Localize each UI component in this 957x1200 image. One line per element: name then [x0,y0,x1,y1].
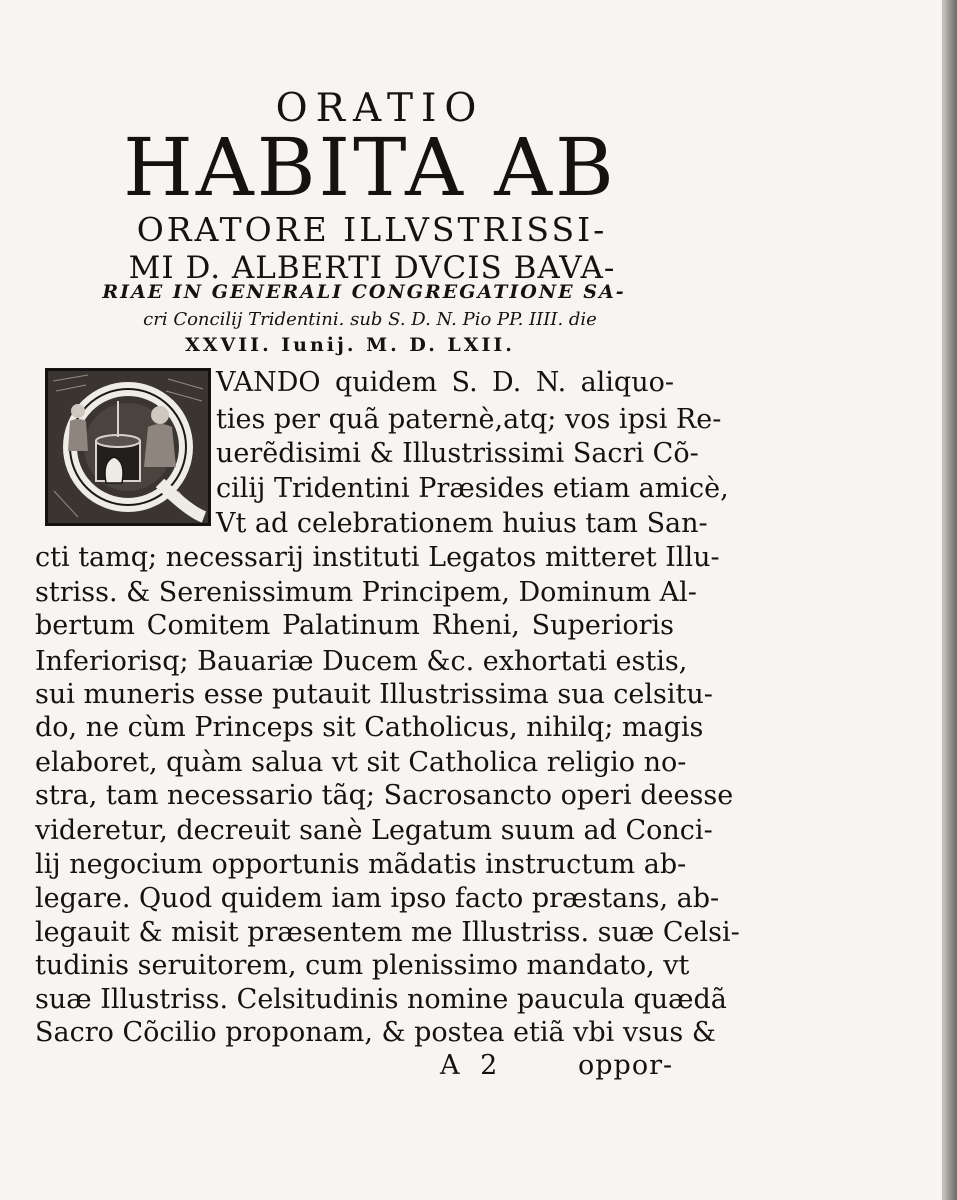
body-line: Vt ad celebrationem huius tam San- [216,508,708,539]
body-line: tudinis seruitorem, cum plenissimo mandato, vt [35,950,690,981]
heading-oratio: ORATIO [275,86,485,131]
body-line: legare. Quod quidem iam ipso facto præstans, ab- [35,883,720,914]
body-line: cti tamq; necessarij instituti Legatos mitteret Illu- [35,542,720,573]
signature-mark: A 2 [440,1050,504,1081]
body-line: do, ne cùm Princeps sit Catholicus, nihilq; magis [35,712,704,743]
heading-line-3: ORATORE ILLVSTRISSI- [136,210,608,249]
body-line: Sacro Cõcilio proponam, & postea etiã vbi vsus & [35,1017,716,1048]
body-line: sui muneris esse putauit Illustrissima sua celsitu- [35,679,713,710]
body-line: suæ Illustriss. Celsitudinis nomine paucula quædã [35,984,727,1015]
heading-habita-ab: HABITA AB [123,121,617,214]
body-line: cilij Tridentini Præsides etiam amicè, [216,473,729,504]
body-line: striss. & Serenissimum Principem, Dominum Al- [35,577,697,608]
body-line: lij negocium opportunis mãdatis instructum ab- [35,849,687,880]
heading-date: XXVII. Iunij. M. D. LXII. [185,334,515,356]
body-line: bertum Comitem Palatinum Rheni, Superioris [35,610,674,641]
body-line: stra, tam necessario tãq; Sacrosancto operi deesse [35,780,734,811]
decorated-initial-q [45,368,211,526]
body-line: VANDO quidem S. D. N. aliquo- [216,367,674,398]
body-line: uerẽdisimi & Illustrissimi Sacri Cõ- [216,438,699,469]
heading-line-5: RIAE IN GENERALI CONGREGATIONE SA- [102,281,626,303]
heading-line-4: MI D. ALBERTI DVCIS BAVA- [128,250,616,286]
body-line: legauit & misit præsentem me Illustriss. suæ Celsi- [35,917,740,948]
body-line: videretur, decreuit sanè Legatum suum ad Conci- [35,815,713,846]
body-line: elaboret, quàm salua vt sit Catholica religio no- [35,747,687,778]
heading-line-6: cri Concilij Tridentini. sub S. D. N. Pio PP. IIII. die [143,309,597,330]
page-edge-shadow [943,0,957,1200]
woodcut-illustration-icon [48,371,208,523]
body-line: Inferiorisq; Bauariæ Ducem &c. exhortati estis, [35,646,688,677]
body-line: ties per quã paternè,atq; vos ipsi Re- [216,404,722,435]
catchword: oppor- [578,1050,674,1081]
